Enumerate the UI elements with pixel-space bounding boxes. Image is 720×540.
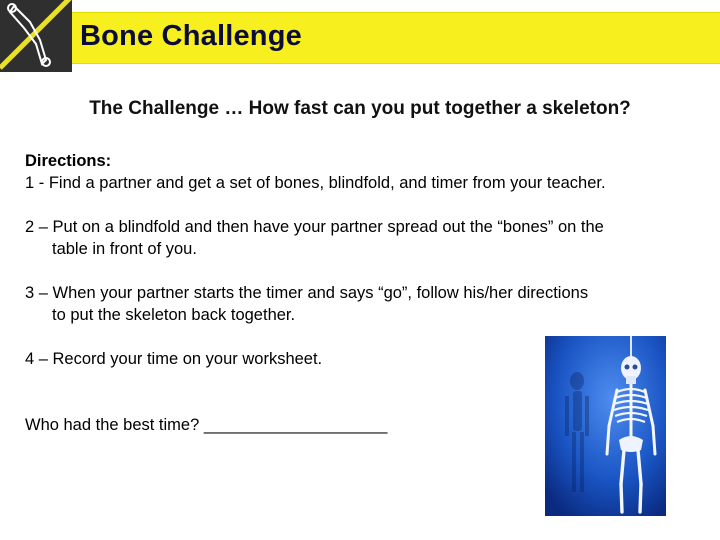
page-title: Bone Challenge [80,20,302,52]
bone-logo-icon [0,0,72,72]
step-2-line1: 2 – Put on a blindfold and then have your partner spread out the “bones” on the [25,218,604,236]
step-3-line2: to put the skeleton back together. [52,306,296,324]
best-time-question: Who had the best time? ____________________ [25,416,388,434]
directions-label: Directions: [25,152,112,170]
step-2 [25,216,695,260]
step-3 [25,282,695,326]
step-1-line1: 1 - Find a partner and get a set of bones, blindfold, and timer from your teacher. [25,174,606,192]
step-2-line2: table in front of you. [52,240,197,258]
step-4-line1: 4 – Record your time on your worksheet. [25,350,323,368]
skeleton-photo [545,336,666,516]
step-3-line1: 3 – When your partner starts the timer and says “go”, follow his/her directions [25,284,589,302]
step-1 [25,172,695,194]
title-bar [72,12,720,64]
challenge-subtitle: The Challenge … How fast can you put together a skeleton? [89,98,631,119]
